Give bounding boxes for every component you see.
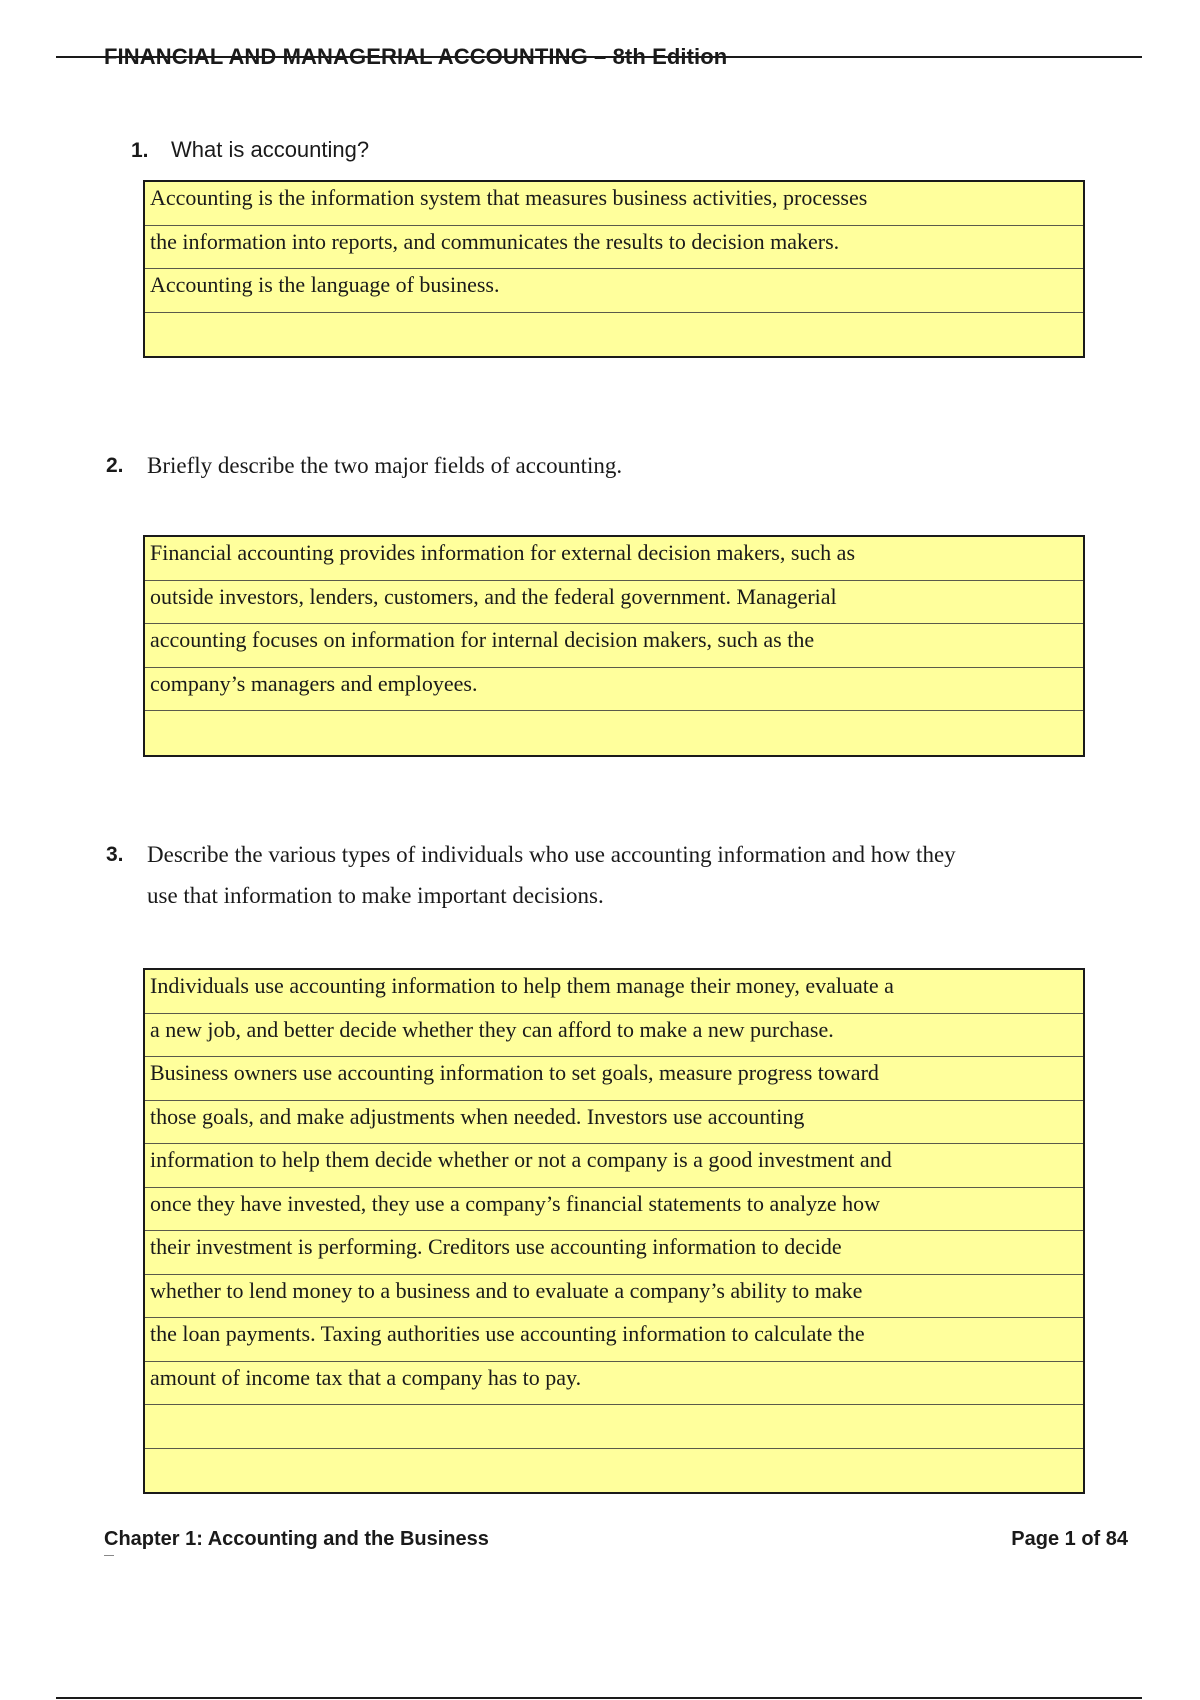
answer-line[interactable]: their investment is performing. Creditors use accounting information to decide: [145, 1231, 1083, 1275]
answer-box-3[interactable]: [143, 968, 1085, 1494]
footer-tick: [104, 1555, 114, 1556]
answer-box-2[interactable]: [143, 535, 1085, 757]
answer-line[interactable]: once they have invested, they use a company’s financial statements to analyze how: [145, 1188, 1083, 1232]
question-2-text: Briefly describe the two major fields of accounting.: [147, 453, 623, 478]
answer-line[interactable]: amount of income tax that a company has to pay.: [145, 1362, 1083, 1406]
question-1-text: What is accounting?: [171, 137, 370, 162]
answer-line[interactable]: accounting focuses on information for internal decision makers, such as the: [145, 624, 1083, 668]
question-3-text: [147, 834, 1027, 916]
answer-line[interactable]: company’s managers and employees.: [145, 668, 1083, 712]
answer-box-1[interactable]: [143, 180, 1085, 358]
answer-line[interactable]: Individuals use accounting information to help them manage their money, evaluate a: [145, 970, 1083, 1014]
answer-line[interactable]: information to help them decide whether or not a company is a good investment and: [145, 1144, 1083, 1188]
answer-line[interactable]: Financial accounting provides information for external decision makers, such as: [145, 537, 1083, 581]
bottom-rule: [56, 1697, 1142, 1699]
question-3-text-line: Describe the various types of individuals who use accounting information and how they: [147, 842, 956, 867]
answer-line[interactable]: Accounting is the information system that measures business activities, processes: [145, 182, 1083, 226]
answer-line[interactable]: the information into reports, and communicates the results to decision makers.: [145, 226, 1083, 270]
answer-line[interactable]: [145, 1405, 1083, 1449]
answer-line[interactable]: Business owners use accounting information to set goals, measure progress toward: [145, 1057, 1083, 1101]
question-3-text-line: use that information to make important decisions.: [147, 883, 604, 908]
document-title: FINANCIAL AND MANAGERIAL ACCOUNTING – 8th Edition: [104, 44, 728, 69]
answer-line[interactable]: [145, 711, 1083, 755]
answer-line[interactable]: [145, 1449, 1083, 1493]
footer-chapter: Chapter 1: Accounting and the Business: [104, 1528, 489, 1550]
answer-line[interactable]: Accounting is the language of business.: [145, 269, 1083, 313]
answer-line[interactable]: outside investors, lenders, customers, and the federal government. Managerial: [145, 581, 1083, 625]
footer-page-number: Page 1 of 84: [1011, 1528, 1128, 1550]
answer-line[interactable]: the loan payments. Taxing authorities use accounting information to calculate the: [145, 1318, 1083, 1362]
answer-line[interactable]: whether to lend money to a business and to evaluate a company’s ability to make: [145, 1275, 1083, 1319]
answer-line[interactable]: a new job, and better decide whether they can afford to make a new purchase.: [145, 1014, 1083, 1058]
question-3-number: 3.: [106, 843, 124, 866]
question-2-number: 2.: [106, 454, 124, 477]
answer-line[interactable]: [145, 313, 1083, 357]
question-1-number: 1.: [131, 139, 149, 162]
answer-line[interactable]: those goals, and make adjustments when needed. Investors use accounting: [145, 1101, 1083, 1145]
